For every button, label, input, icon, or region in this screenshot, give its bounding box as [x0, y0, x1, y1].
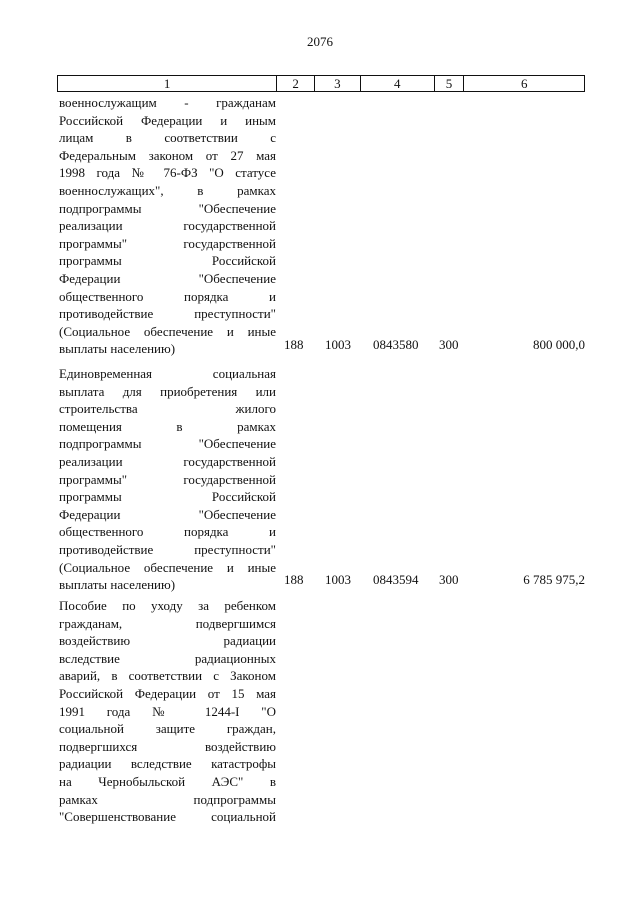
description-line: 1998 года № 76-ФЗ "О статусе [59, 165, 276, 181]
description-line: (Социальное обеспечение и иные [59, 323, 276, 339]
section-code: 1003 [325, 337, 351, 352]
table-row [57, 597, 585, 827]
amount: 6 785 975,2 [523, 572, 585, 587]
description-line: выплаты населению) [59, 341, 176, 357]
description-line: противодействие преступности" [59, 541, 276, 557]
header-col-4: 4 [360, 76, 434, 91]
description-line: противодействие преступности" [59, 306, 276, 322]
header-col-5: 5 [434, 76, 464, 91]
description-line: помещения в рамках [59, 418, 276, 434]
description-line: реализации государственной [59, 218, 276, 234]
row-description [59, 94, 276, 358]
description-line: выплаты населению) [59, 577, 176, 593]
description-line: вследствие радиационных [59, 650, 276, 666]
header-col-3: 3 [314, 76, 360, 91]
description-line: общественного порядка и [59, 524, 276, 540]
header-col-1: 1 [163, 76, 171, 91]
expense-type-code: 300 [439, 572, 459, 587]
description-line: военнослужащих", в рамках [59, 182, 276, 198]
table-row [57, 365, 585, 593]
description-line: Российской Федерации и иным [59, 112, 276, 128]
description-line: выплата для приобретения или [59, 383, 276, 399]
description-line: 1991 года № 1244-I "О [59, 703, 276, 719]
row-description [59, 365, 276, 594]
description-line: реализации государственной [59, 453, 276, 469]
description-line: программы" государственной [59, 235, 276, 251]
description-line: подвергшихся воздействию [59, 738, 276, 754]
description-line: на Чернобыльской АЭС" в [59, 773, 276, 789]
description-line: социальной защите граждан, [59, 721, 276, 737]
section-code: 1003 [325, 572, 351, 587]
expense-type-code: 300 [439, 337, 459, 352]
description-line: Федерации "Обеспечение [59, 506, 276, 522]
description-line: подпрограммы "Обеспечение [59, 436, 276, 452]
description-line: военнослужащим - гражданам [59, 95, 276, 110]
target-article-code: 0843580 [373, 337, 419, 352]
description-line: Федеральным законом от 27 мая [59, 147, 276, 163]
description-line: лицам в соответствии с [59, 130, 276, 146]
page-number: 2076 [307, 34, 333, 49]
description-line: "Совершенствование социальной [59, 809, 276, 825]
ministry-code: 188 [284, 572, 304, 587]
table-header [57, 75, 585, 92]
description-line: Федерации "Обеспечение [59, 270, 276, 286]
description-line: Единовременная социальная [59, 366, 276, 381]
description-line: рамках подпрограммы [59, 791, 276, 807]
description-line: программы" государственной [59, 471, 276, 487]
target-article-code: 0843594 [373, 572, 419, 587]
description-line: аварий, в соответствии с Законом [59, 668, 276, 684]
description-line: радиации вследствие катастрофы [59, 756, 276, 772]
description-line: воздействию радиации [59, 633, 276, 649]
description-line: подпрограммы "Обеспечение [59, 200, 276, 216]
header-col-2: 2 [276, 76, 314, 91]
description-line: (Социальное обеспечение и иные [59, 559, 276, 575]
description-line: Пособие по уходу за ребенком [59, 598, 276, 613]
description-line: гражданам, подвергшимся [59, 615, 276, 631]
ministry-code: 188 [284, 337, 304, 352]
row-description [59, 597, 276, 826]
description-line: строительства жилого [59, 401, 276, 417]
table-row [57, 94, 585, 356]
description-line: Российской Федерации от 15 мая [59, 685, 276, 701]
header-col-6: 6 [463, 76, 584, 91]
description-line: программы Российской [59, 253, 276, 269]
description-line: программы Российской [59, 489, 276, 505]
amount: 800 000,0 [533, 337, 585, 352]
description-line: общественного порядка и [59, 288, 276, 304]
